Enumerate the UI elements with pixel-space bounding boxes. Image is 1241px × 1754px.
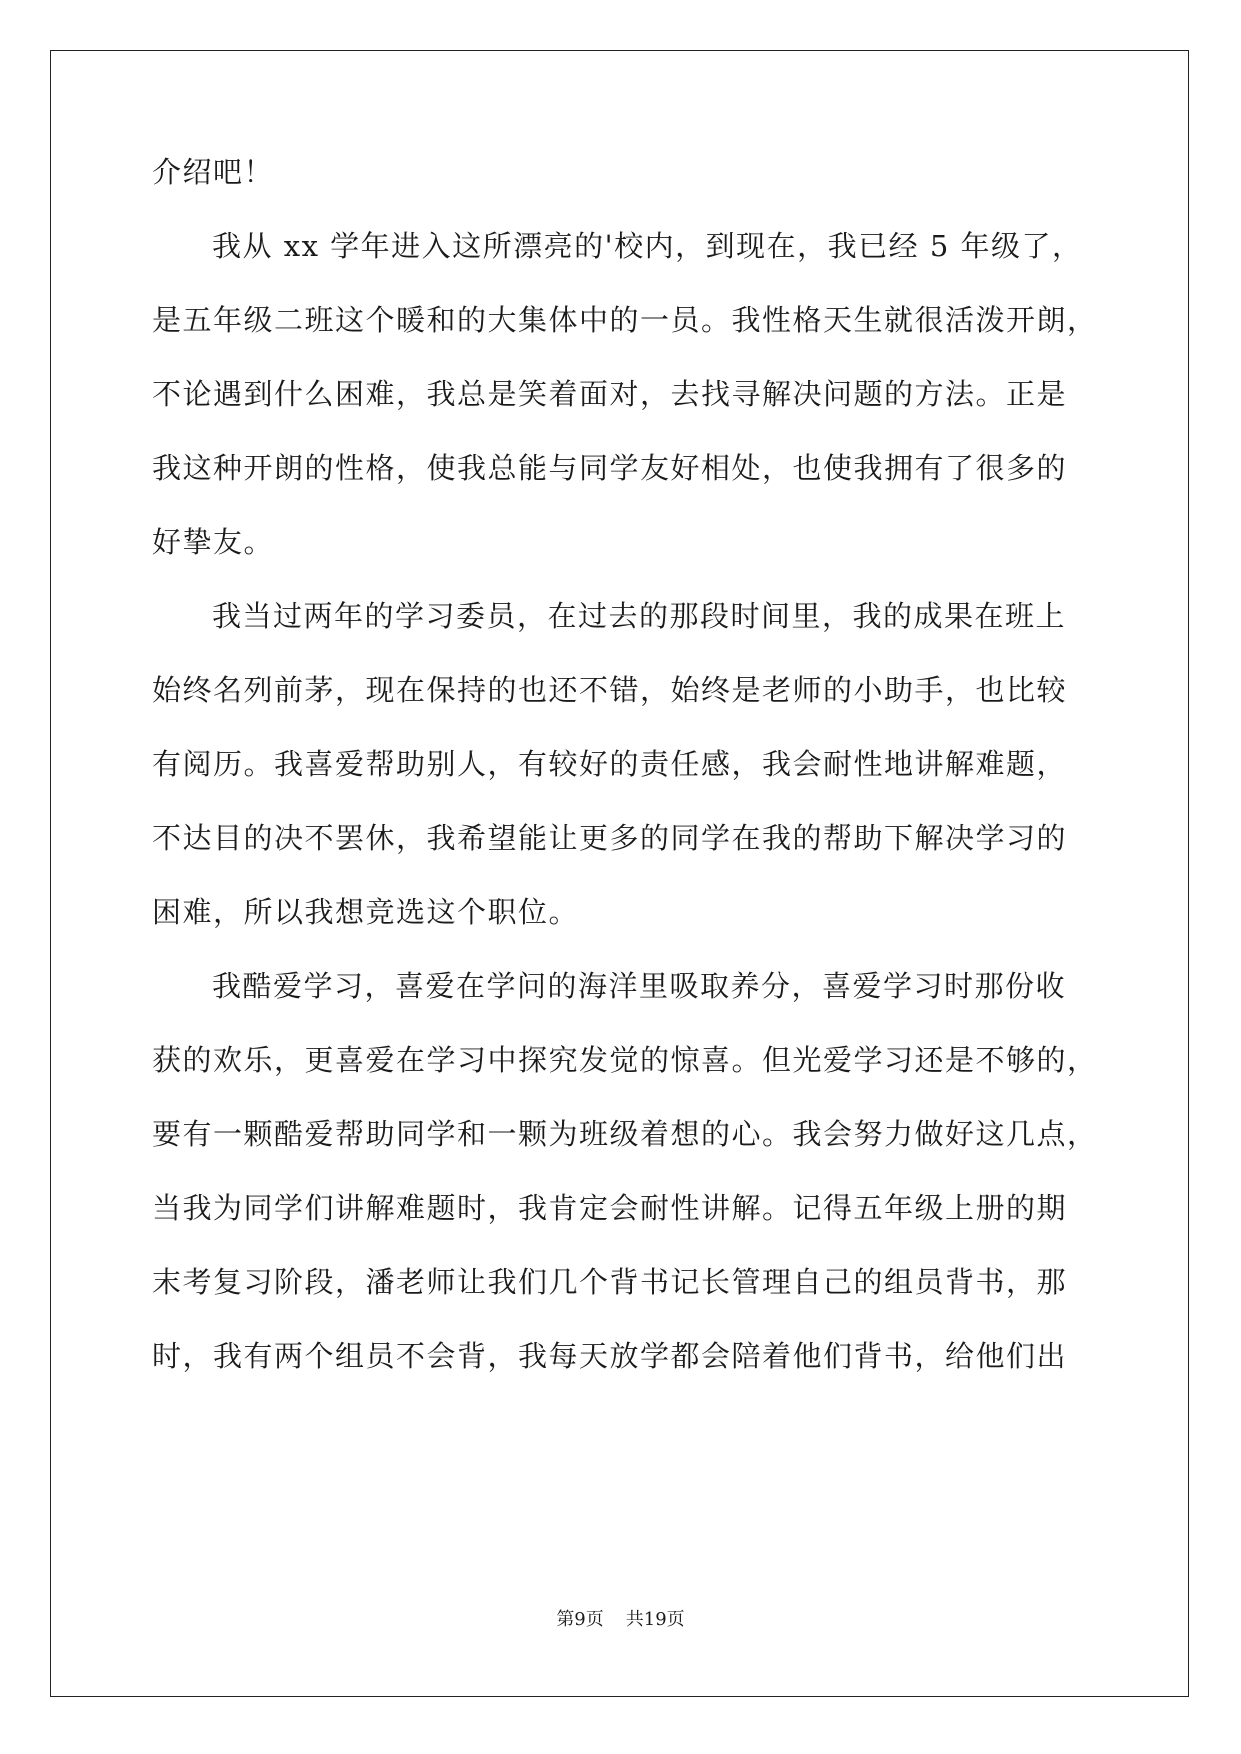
paragraph-line: 困难，所以我想竞选这个职位。: [152, 895, 580, 929]
paragraph-line: 获的欢乐，更喜爱在学习中探究发觉的惊喜。但光爱学习还是不够的，: [152, 1043, 1098, 1077]
paragraph-line: 始终名列前茅，现在保持的也还不错，始终是老师的小助手，也比较: [152, 673, 1068, 707]
page-border: [50, 50, 1189, 1697]
paragraph-line: 不论遇到什么困难，我总是笑着面对，去找寻解决问题的方法。正是: [152, 377, 1068, 411]
paragraph-line: 我从 xx 学年进入这所漂亮的'校内，到现在，我已经 5 年级了，: [212, 229, 1083, 263]
paragraph-line: 不达目的决不罢休，我希望能让更多的同学在我的帮助下解决学习的: [152, 821, 1068, 855]
paragraph-line: 是五年级二班这个暖和的大集体中的一员。我性格天生就很活泼开朗，: [152, 303, 1098, 337]
paragraph-line: 我这种开朗的性格，使我总能与同学友好相处，也使我拥有了很多的: [152, 451, 1068, 485]
paragraph-line: 我酷爱学习，喜爱在学问的海洋里吸取养分，喜爱学习时那份收: [212, 969, 1067, 1003]
paragraph-line: 末考复习阶段，潘老师让我们几个背书记长管理自己的组员背书，那: [152, 1265, 1068, 1299]
paragraph-line: 我当过两年的学习委员，在过去的那段时间里，我的成果在班上: [212, 599, 1067, 633]
page-footer: [0, 1608, 1241, 1632]
total-page-count: 共19页: [625, 1609, 685, 1630]
paragraph-line: 有阅历。我喜爱帮助别人，有较好的责任感，我会耐性地讲解难题，: [152, 747, 1068, 781]
paragraph-line: 当我为同学们讲解难题时，我肯定会耐性讲解。记得五年级上册的期: [152, 1191, 1068, 1225]
current-page-number: 第9页: [556, 1609, 604, 1630]
paragraph-line: 好挚友。: [152, 525, 275, 559]
paragraph-line: 时，我有两个组员不会背，我每天放学都会陪着他们背书，给他们出: [152, 1339, 1068, 1373]
paragraph-line: 介绍吧！: [152, 155, 275, 189]
paragraph-line: 要有一颗酷爱帮助同学和一颗为班级着想的心。我会努力做好这几点，: [152, 1117, 1098, 1151]
